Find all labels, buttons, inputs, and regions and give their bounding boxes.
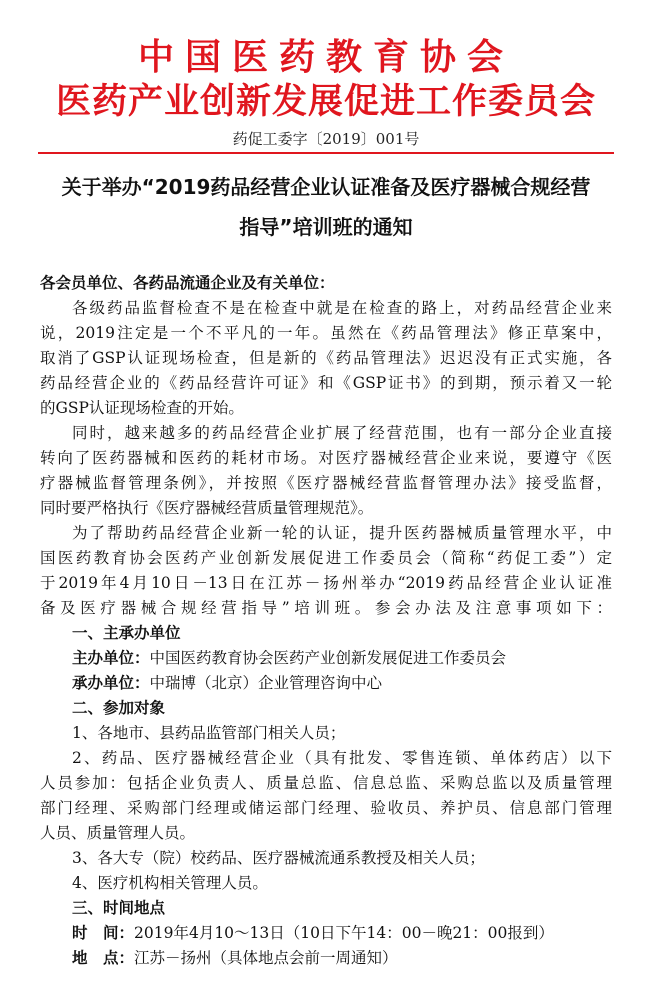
paragraph-line: 备及医疗器械合规经营指导”培训班。参会办法及注意事项如下： bbox=[40, 599, 612, 617]
paragraph-line: 人员、质量管理人员。 bbox=[40, 824, 196, 842]
host-unit bbox=[40, 646, 612, 671]
paragraph-line: 人员参加：包括企业负责人、质量总监、信息总监、采购总监以及质量管理 bbox=[40, 774, 612, 792]
paragraph-line: 于2019年4月10日－13日在江苏－扬州举办“2019药品经营企业认证准 bbox=[40, 574, 612, 592]
paragraph-line: 同时，越来越多的药品经营企业扩展了经营范围，也有一部分企业直接 bbox=[72, 424, 612, 442]
attendee-item: 3、各大专（院）校药品、医疗器械流通系教授及相关人员； bbox=[72, 849, 485, 867]
header-divider bbox=[38, 152, 614, 154]
paragraph-line: 取消了GSP认证现场检查，但是新的《药品管理法》迟迟没有正式实施，各 bbox=[40, 349, 612, 367]
paragraph-line: 疗器械监督管理条例》，并按照《医疗器械经营监督管理办法》接受监督， bbox=[40, 474, 612, 492]
place-label: 地 点： bbox=[72, 949, 135, 967]
time-row bbox=[40, 921, 612, 946]
paragraph-line: 国医药教育协会医药产业创新发展促进工作委员会（简称“药促工委”）定 bbox=[40, 549, 612, 567]
host-value: 中国医药教育协会医药产业创新发展促进工作委员会 bbox=[149, 649, 507, 667]
organization-name: 中国医药教育协会 bbox=[137, 37, 514, 78]
place-row bbox=[40, 946, 612, 971]
place-value: 江苏－扬州（具体地点会前一周通知） bbox=[134, 949, 398, 967]
paragraph-line: 部门经理、采购部门经理或储运部门经理、验收员、养护员、信息部门管理 bbox=[40, 799, 612, 817]
attendee-item: 2、药品、医疗器械经营企业（具有批发、零售连锁、单体药店）以下 bbox=[72, 749, 612, 767]
document-number: 药促工委字〔2019〕001号 bbox=[232, 130, 420, 148]
section-heading: 二、参加对象 bbox=[72, 699, 166, 717]
paragraph-line: 同时要严格执行《医疗器械经营质量管理规范》。 bbox=[40, 499, 374, 517]
paragraph-line: 各级药品监督检查不是在检查中就是在检查的路上，对药品经营企业来 bbox=[72, 299, 612, 317]
notice-title-line-2: 指导”培训班的通知 bbox=[239, 215, 413, 239]
notice-title-line-1: 关于举办“2019药品经营企业认证准备及医疗器械合规经营 bbox=[61, 175, 591, 199]
time-value: 2019年4月10～13日（10日下午14：00－晚21：00报到） bbox=[134, 924, 554, 942]
organizer-unit bbox=[40, 671, 612, 696]
committee-name: 医药产业创新发展促进工作委员会 bbox=[55, 82, 596, 122]
section-heading: 三、时间地点 bbox=[72, 899, 166, 917]
organizer-value: 中瑞博（北京）企业管理咨询中心 bbox=[149, 674, 383, 692]
host-label: 主办单位： bbox=[72, 649, 150, 667]
paragraph-line: 转向了医药器械和医药的耗材市场。对医疗器械经营企业来说，要遵守《医 bbox=[40, 449, 612, 467]
paragraph-line: 的GSP认证现场检查的开始。 bbox=[40, 399, 244, 417]
attendee-item: 4、医疗机构相关管理人员。 bbox=[72, 874, 268, 892]
attendee-item: 1、各地市、县药品监管部门相关人员； bbox=[72, 724, 346, 742]
section-heading: 一、主承办单位 bbox=[72, 624, 181, 642]
salutation: 各会员单位、各药品流通企业及有关单位： bbox=[40, 274, 335, 292]
organizer-label: 承办单位： bbox=[72, 674, 150, 692]
paragraph-line: 说，2019注定是一个不平凡的一年。虽然在《药品管理法》修正草案中， bbox=[40, 324, 612, 342]
paragraph-line: 药品经营企业的《药品经营许可证》和《GSP证书》的到期，预示着又一轮 bbox=[40, 374, 612, 392]
paragraph-line: 为了帮助药品经营企业新一轮的认证，提升医药器械质量管理水平，中 bbox=[72, 524, 612, 542]
time-label: 时 间： bbox=[72, 924, 135, 942]
